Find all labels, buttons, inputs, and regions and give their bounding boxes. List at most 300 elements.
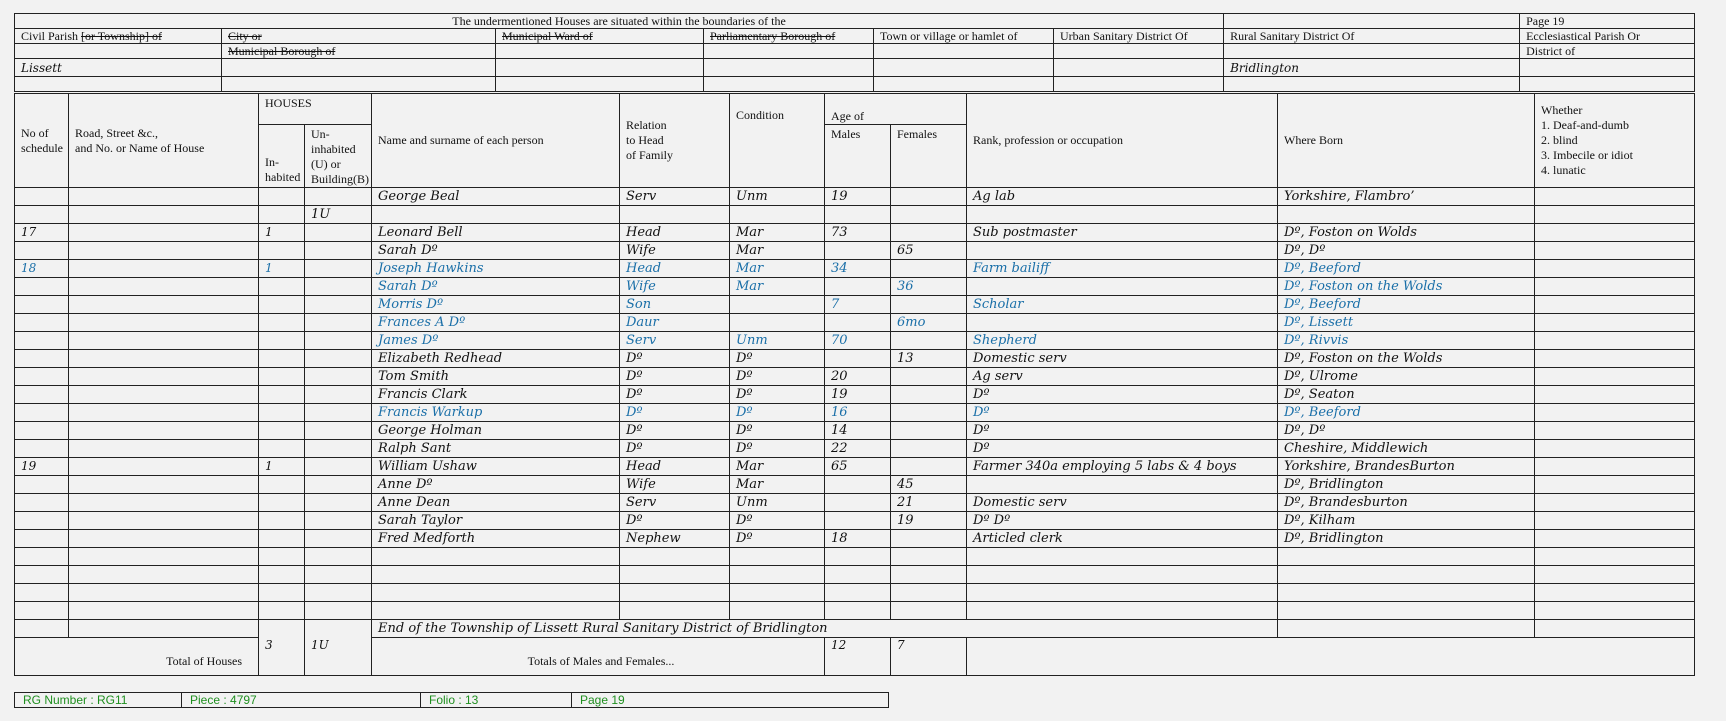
name-cell: George Beal xyxy=(372,188,620,206)
males-cell xyxy=(825,278,891,296)
name-cell: George Holman xyxy=(372,422,620,440)
whether-line: 1. Deaf-and-dumb xyxy=(1541,118,1629,132)
schedule-cell: 18 xyxy=(15,260,69,278)
blank-cell xyxy=(69,620,259,638)
name-cell: Tom Smith xyxy=(372,368,620,386)
females-cell xyxy=(891,584,967,602)
table-row xyxy=(15,314,1695,332)
occupation-cell: Ag lab xyxy=(967,188,1278,206)
schedule-cell xyxy=(15,404,69,422)
whether-cell xyxy=(1535,224,1695,242)
where-born-cell: Dº, Kilham xyxy=(1278,512,1535,530)
whether-cell xyxy=(1535,278,1695,296)
males-cell xyxy=(825,602,891,620)
road-cell xyxy=(69,548,259,566)
road-cell xyxy=(69,242,259,260)
name-cell: Fred Medforth xyxy=(372,530,620,548)
females-cell: 36 xyxy=(891,278,967,296)
males-cell xyxy=(825,242,891,260)
females-cell xyxy=(891,422,967,440)
relation-cell: Dº xyxy=(620,368,730,386)
table-row xyxy=(15,476,1695,494)
females-cell xyxy=(891,404,967,422)
relation-cell xyxy=(620,584,730,602)
condition-cell: Dº xyxy=(730,368,825,386)
blank-cell xyxy=(15,620,69,638)
road-cell xyxy=(69,206,259,224)
schedule-cell xyxy=(15,242,69,260)
males-cell: 7 xyxy=(825,296,891,314)
table-row xyxy=(15,386,1695,404)
blank-cell xyxy=(259,620,305,638)
table-row xyxy=(15,584,1695,602)
females-cell xyxy=(891,566,967,584)
where-born-cell xyxy=(1278,584,1535,602)
rank-header: Rank, profession or occupation xyxy=(967,94,1278,188)
urban-label: Urban Sanitary District Of xyxy=(1054,29,1224,44)
where-born-cell: Dº, Foston on Wolds xyxy=(1278,224,1535,242)
census-page xyxy=(14,13,1695,676)
uninhabited-cell xyxy=(305,188,372,206)
relation-cell: Dº xyxy=(620,386,730,404)
whether-cell xyxy=(1535,386,1695,404)
schedule-cell xyxy=(15,314,69,332)
females-cell xyxy=(891,386,967,404)
condition-cell: Dº xyxy=(730,350,825,368)
occupation-cell: Domestic serv xyxy=(967,350,1278,368)
females-cell: 19 xyxy=(891,512,967,530)
ecclesiastical-label: Ecclesiastical Parish Or xyxy=(1520,29,1695,44)
rg-number: RG Number : RG11 xyxy=(15,693,182,708)
table-row xyxy=(15,458,1695,476)
occupation-cell xyxy=(967,548,1278,566)
blank-cell xyxy=(874,44,1054,59)
whether-line: 3. Imbecile or idiot xyxy=(1541,148,1633,162)
males-cell: 14 xyxy=(825,422,891,440)
name-cell: Anne Dean xyxy=(372,494,620,512)
piece-number: Piece : 4797 xyxy=(182,693,421,708)
district-label: District of xyxy=(1520,44,1695,59)
whether-cell xyxy=(1535,260,1695,278)
condition-cell: Unm xyxy=(730,494,825,512)
occupation-cell: Domestic serv xyxy=(967,494,1278,512)
females-cell xyxy=(891,530,967,548)
where-born-cell: Dº, Brandesburton xyxy=(1278,494,1535,512)
males-cell xyxy=(825,314,891,332)
where-born-cell: Dº, Lissett xyxy=(1278,314,1535,332)
uninhabited-cell xyxy=(305,584,372,602)
males-cell: 65 xyxy=(825,458,891,476)
where-born-cell: Dº, Dº xyxy=(1278,422,1535,440)
total-males: 12 xyxy=(825,638,891,676)
whether-cell xyxy=(1535,566,1695,584)
whether-line: Whether xyxy=(1541,103,1583,117)
whether-cell xyxy=(1535,494,1695,512)
condition-cell xyxy=(730,584,825,602)
females-cell xyxy=(891,206,967,224)
condition-cell: Dº xyxy=(730,386,825,404)
relation-cell: Serv xyxy=(620,188,730,206)
relation-cell: Head xyxy=(620,224,730,242)
condition-cell xyxy=(730,548,825,566)
uninhabited-cell xyxy=(305,224,372,242)
whether-cell xyxy=(1535,476,1695,494)
relation-cell: Son xyxy=(620,296,730,314)
whether-cell xyxy=(1535,548,1695,566)
condition-cell: Dº xyxy=(730,512,825,530)
uninhabited-header-line: (U) or xyxy=(311,157,341,171)
females-cell xyxy=(891,368,967,386)
relation-header-line: to Head xyxy=(626,133,664,147)
blank-cell xyxy=(704,59,874,77)
condition-header: Condition xyxy=(730,94,825,188)
condition-cell: Dº xyxy=(730,422,825,440)
inhabited-cell xyxy=(259,386,305,404)
inhabited-header-line: habited xyxy=(265,170,301,184)
total-inhabited: 3 xyxy=(259,638,305,676)
where-born-cell: Dº, Beeford xyxy=(1278,404,1535,422)
age-header: Age of xyxy=(825,94,967,125)
whether-cell xyxy=(1535,440,1695,458)
males-cell: 70 xyxy=(825,332,891,350)
relation-header xyxy=(620,94,730,188)
males-cell: 22 xyxy=(825,440,891,458)
uninhabited-cell xyxy=(305,602,372,620)
condition-cell: Mar xyxy=(730,278,825,296)
condition-cell: Dº xyxy=(730,530,825,548)
condition-cell: Dº xyxy=(730,440,825,458)
schedule-cell xyxy=(15,566,69,584)
road-cell xyxy=(69,494,259,512)
name-cell: Elizabeth Redhead xyxy=(372,350,620,368)
table-row xyxy=(15,422,1695,440)
blank-cell xyxy=(15,77,222,92)
total-females: 7 xyxy=(891,638,967,676)
table-row xyxy=(15,602,1695,620)
boundaries-header xyxy=(14,13,1695,92)
where-born-cell: Yorkshire, Flambro’ xyxy=(1278,188,1535,206)
relation-cell: Dº xyxy=(620,404,730,422)
females-cell: 13 xyxy=(891,350,967,368)
where-born-cell: Dº, Foston on the Wolds xyxy=(1278,278,1535,296)
inhabited-cell xyxy=(259,548,305,566)
relation-cell xyxy=(620,206,730,224)
blank-cell xyxy=(222,77,496,92)
road-cell xyxy=(69,584,259,602)
name-cell: Sarah Dº xyxy=(372,242,620,260)
road-cell xyxy=(69,332,259,350)
relation-header-line: of Family xyxy=(626,148,673,162)
road-cell xyxy=(69,368,259,386)
whether-cell xyxy=(1535,314,1695,332)
whether-cell xyxy=(1535,350,1695,368)
schedule-cell xyxy=(15,206,69,224)
whether-line: 2. blind xyxy=(1541,133,1578,147)
inhabited-cell: 1 xyxy=(259,458,305,476)
census-table xyxy=(14,93,1695,676)
occupation-cell xyxy=(967,566,1278,584)
blank-cell xyxy=(704,44,874,59)
blank-cell xyxy=(496,77,704,92)
table-row xyxy=(15,440,1695,458)
occupation-cell: Dº Dº xyxy=(967,512,1278,530)
males-cell: 18 xyxy=(825,530,891,548)
occupation-cell: Dº xyxy=(967,440,1278,458)
uninhabited-cell xyxy=(305,494,372,512)
occupation-cell: Articled clerk xyxy=(967,530,1278,548)
table-row xyxy=(15,350,1695,368)
females-cell xyxy=(891,332,967,350)
where-born-cell: Dº, Beeford xyxy=(1278,260,1535,278)
uninhabited-cell xyxy=(305,422,372,440)
blank-cell xyxy=(1224,14,1520,29)
road-cell xyxy=(69,458,259,476)
inhabited-cell: 1 xyxy=(259,260,305,278)
whether-cell xyxy=(1535,602,1695,620)
condition-cell xyxy=(730,566,825,584)
name-cell: James Dº xyxy=(372,332,620,350)
where-born-cell: Dº, Foston on the Wolds xyxy=(1278,350,1535,368)
schedule-cell: 17 xyxy=(15,224,69,242)
road-header xyxy=(69,94,259,188)
total-uninhabited: 1U xyxy=(305,638,372,676)
road-cell xyxy=(69,602,259,620)
relation-cell: Nephew xyxy=(620,530,730,548)
schedule-cell: 19 xyxy=(15,458,69,476)
relation-cell: Serv xyxy=(620,494,730,512)
females-cell: 45 xyxy=(891,476,967,494)
inhabited-cell xyxy=(259,476,305,494)
uninhabited-header-line: inhabited xyxy=(311,142,356,156)
road-cell xyxy=(69,386,259,404)
uninhabited-cell xyxy=(305,368,372,386)
rural-label: Rural Sanitary District Of xyxy=(1224,29,1520,44)
inhabited-cell xyxy=(259,584,305,602)
occupation-cell xyxy=(967,602,1278,620)
blank-cell xyxy=(496,44,704,59)
table-row xyxy=(15,332,1695,350)
total-houses-label: Total of Houses xyxy=(15,638,259,676)
schedule-cell xyxy=(15,296,69,314)
inhabited-cell xyxy=(259,278,305,296)
table-row xyxy=(15,242,1695,260)
inhabited-cell xyxy=(259,242,305,260)
schedule-cell xyxy=(15,584,69,602)
city-label: City or xyxy=(222,29,496,44)
name-cell xyxy=(372,566,620,584)
males-cell: 16 xyxy=(825,404,891,422)
table-row xyxy=(15,512,1695,530)
where-born-cell xyxy=(1278,206,1535,224)
inhabited-cell xyxy=(259,206,305,224)
condition-cell xyxy=(730,296,825,314)
table-row xyxy=(15,206,1695,224)
uninhabited-cell xyxy=(305,476,372,494)
town-label: Town or village or hamlet of xyxy=(874,29,1054,44)
relation-cell: Dº xyxy=(620,350,730,368)
municipal-ward-label: Municipal Ward of xyxy=(496,29,704,44)
name-cell: Morris Dº xyxy=(372,296,620,314)
relation-cell: Head xyxy=(620,458,730,476)
road-cell xyxy=(69,260,259,278)
blank-cell xyxy=(1224,44,1520,59)
total-persons-label: Totals of Males and Females... xyxy=(372,638,825,676)
whether-cell xyxy=(1535,422,1695,440)
whether-line: 4. lunatic xyxy=(1541,163,1586,177)
whether-cell xyxy=(1535,332,1695,350)
where-born-cell: Cheshire, Middlewich xyxy=(1278,440,1535,458)
schedule-cell xyxy=(15,332,69,350)
name-header: Name and surname of each person xyxy=(372,94,620,188)
schedule-cell xyxy=(15,548,69,566)
uninhabited-cell xyxy=(305,548,372,566)
inhabited-header xyxy=(259,125,305,188)
blank-cell xyxy=(874,77,1054,92)
uninhabited-cell: 1U xyxy=(305,206,372,224)
uninhabited-cell xyxy=(305,278,372,296)
uninhabited-cell xyxy=(305,530,372,548)
table-row xyxy=(15,548,1695,566)
where-born-cell: Dº, Seaton xyxy=(1278,386,1535,404)
schedule-cell xyxy=(15,530,69,548)
road-cell xyxy=(69,440,259,458)
condition-cell: Dº xyxy=(730,404,825,422)
table-row xyxy=(15,296,1695,314)
blank-cell xyxy=(1054,77,1224,92)
condition-cell: Unm xyxy=(730,188,825,206)
road-cell xyxy=(69,350,259,368)
road-cell xyxy=(69,296,259,314)
occupation-cell xyxy=(967,476,1278,494)
blank-cell xyxy=(496,59,704,77)
table-row xyxy=(15,260,1695,278)
occupation-cell xyxy=(967,314,1278,332)
males-cell xyxy=(825,350,891,368)
relation-cell: Wife xyxy=(620,242,730,260)
uninhabited-cell xyxy=(305,314,372,332)
occupation-cell xyxy=(967,206,1278,224)
condition-cell xyxy=(730,314,825,332)
females-cell: 21 xyxy=(891,494,967,512)
name-cell: Leonard Bell xyxy=(372,224,620,242)
whether-cell xyxy=(1535,242,1695,260)
condition-cell: Mar xyxy=(730,242,825,260)
table-row xyxy=(15,188,1695,206)
relation-cell: Head xyxy=(620,260,730,278)
relation-header-line: Relation xyxy=(626,118,667,132)
blank-cell xyxy=(305,620,372,638)
table-row xyxy=(15,224,1695,242)
inhabited-cell xyxy=(259,368,305,386)
schedule-cell xyxy=(15,386,69,404)
occupation-cell: Ag serv xyxy=(967,368,1278,386)
civil-parish-value: Lissett xyxy=(15,59,222,77)
schedule-cell xyxy=(15,188,69,206)
uninhabited-cell xyxy=(305,512,372,530)
condition-cell: Unm xyxy=(730,332,825,350)
name-cell: Francis Warkup xyxy=(372,404,620,422)
whether-cell xyxy=(1535,296,1695,314)
civil-parish-prefix: Civil Parish xyxy=(21,29,82,43)
civil-parish-struck: [or Township] of xyxy=(81,29,162,43)
parliamentary-label: Parliamentary Borough of xyxy=(704,29,874,44)
whether-cell xyxy=(1535,530,1695,548)
condition-cell xyxy=(730,602,825,620)
condition-cell: Mar xyxy=(730,224,825,242)
females-cell: 65 xyxy=(891,242,967,260)
relation-cell xyxy=(620,602,730,620)
females-cell xyxy=(891,548,967,566)
relation-cell: Dº xyxy=(620,512,730,530)
inhabited-cell xyxy=(259,602,305,620)
where-born-cell: Dº, Bridlington xyxy=(1278,476,1535,494)
uninhabited-cell xyxy=(305,440,372,458)
males-header: Males xyxy=(825,125,891,188)
relation-cell xyxy=(620,566,730,584)
inhabited-cell xyxy=(259,404,305,422)
inhabited-cell xyxy=(259,422,305,440)
occupation-cell: Scholar xyxy=(967,296,1278,314)
females-cell xyxy=(891,440,967,458)
blank-cell xyxy=(222,59,496,77)
uninhabited-cell xyxy=(305,260,372,278)
road-header-line: and No. or Name of House xyxy=(75,140,205,155)
schedule-cell xyxy=(15,512,69,530)
occupation-cell: Farmer 340a employing 5 labs & 4 boys xyxy=(967,458,1278,476)
condition-cell: Mar xyxy=(730,458,825,476)
folio-number: Folio : 13 xyxy=(421,693,572,708)
relation-cell: Wife xyxy=(620,278,730,296)
where-born-cell: Dº, Ulrome xyxy=(1278,368,1535,386)
table-row xyxy=(15,368,1695,386)
where-born-cell: Dº, Beeford xyxy=(1278,296,1535,314)
page-number: Page 19 xyxy=(1520,14,1695,29)
whether-cell xyxy=(1535,458,1695,476)
blank-cell xyxy=(1278,620,1535,638)
name-cell xyxy=(372,206,620,224)
uninhabited-cell xyxy=(305,296,372,314)
schedule-header-line: schedule xyxy=(21,140,63,155)
schedule-cell xyxy=(15,422,69,440)
blank-cell xyxy=(1535,620,1695,638)
road-cell xyxy=(69,224,259,242)
relation-cell: Dº xyxy=(620,422,730,440)
males-cell: 19 xyxy=(825,188,891,206)
females-cell xyxy=(891,224,967,242)
table-row xyxy=(15,278,1695,296)
females-header: Females xyxy=(891,125,967,188)
occupation-cell: Dº xyxy=(967,386,1278,404)
schedule-cell xyxy=(15,476,69,494)
inhabited-cell xyxy=(259,530,305,548)
road-cell xyxy=(69,476,259,494)
blank-cell xyxy=(1520,77,1695,92)
inhabited-cell xyxy=(259,566,305,584)
where-born-cell: Dº, Dº xyxy=(1278,242,1535,260)
whether-cell xyxy=(1535,368,1695,386)
schedule-cell xyxy=(15,350,69,368)
whether-cell xyxy=(1535,404,1695,422)
blank-cell xyxy=(1054,44,1224,59)
where-born-cell xyxy=(1278,602,1535,620)
relation-cell: Serv xyxy=(620,332,730,350)
schedule-header-line: No of xyxy=(21,125,49,140)
uninhabited-cell xyxy=(305,404,372,422)
name-cell xyxy=(372,602,620,620)
name-cell: Sarah Dº xyxy=(372,278,620,296)
condition-cell: Mar xyxy=(730,476,825,494)
road-cell xyxy=(69,404,259,422)
